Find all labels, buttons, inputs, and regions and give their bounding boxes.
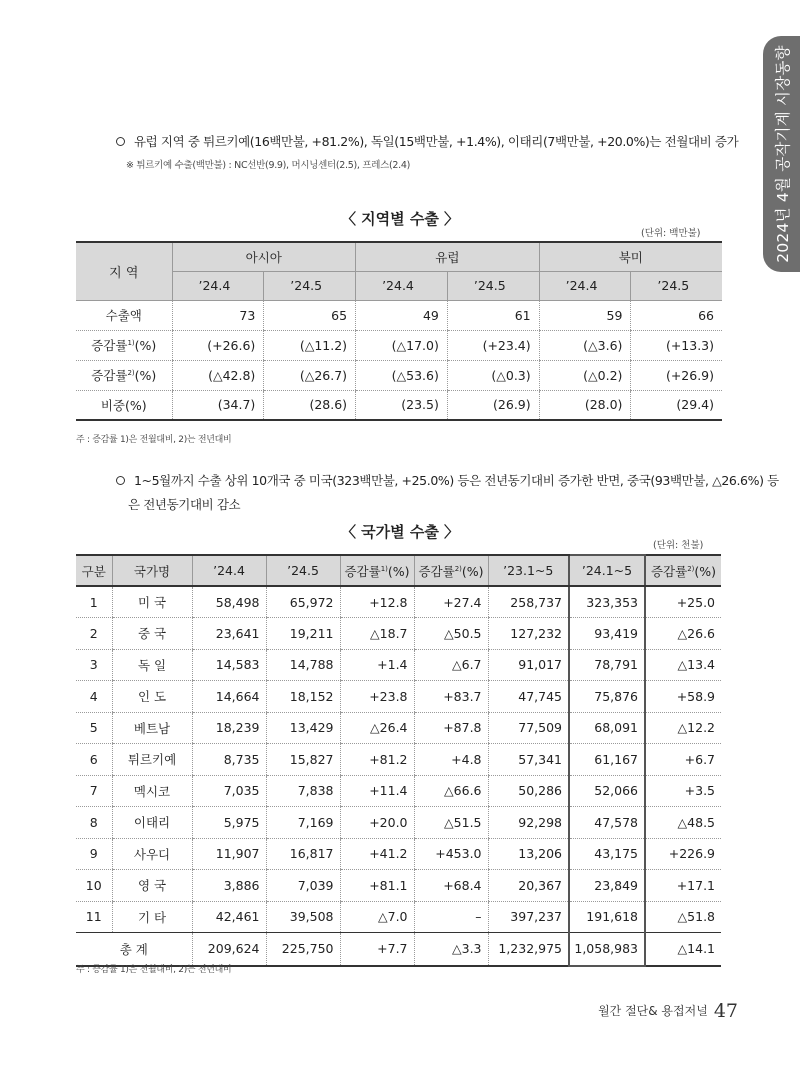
table2-cell: 15,827 [266, 744, 340, 776]
table2-cell: △14.1 [645, 933, 721, 966]
table1-cell: (+26.6) [172, 330, 264, 360]
circle-bullet-icon [116, 476, 125, 485]
table2-cell: +20.0 [340, 807, 414, 839]
table2-cell: 397,237 [488, 901, 569, 933]
table2-cell: △18.7 [340, 618, 414, 650]
row-number: 2 [76, 618, 112, 650]
table1-header-row [76, 242, 722, 271]
table1-row-label: 비중(%) [100, 397, 147, 413]
table2-cell: +12.8 [340, 586, 414, 618]
table2-cell: +453.0 [414, 838, 488, 870]
row-number: 10 [76, 870, 112, 902]
table2-header-cell: 국가명 [112, 555, 192, 586]
table1-region-header: 지 역 [76, 242, 172, 300]
table2-cell: 13,206 [488, 838, 569, 870]
table2-cell: 78,791 [569, 649, 645, 681]
table1-group-header: 북미 [539, 242, 722, 271]
country-name: 미 국 [112, 586, 192, 618]
table2-cell: △6.7 [414, 649, 488, 681]
table2-body [76, 586, 721, 933]
table1-row-label: 증감률$^{1)}$(%) [76, 330, 172, 360]
table1-cell: (△26.7) [264, 360, 356, 390]
table-row [76, 712, 721, 744]
table2-cell: +11.4 [340, 775, 414, 807]
table1-cell: (△17.0) [356, 330, 448, 360]
table2-cell: 14,583 [192, 649, 266, 681]
table-row [76, 775, 721, 807]
table1-period-row [76, 271, 722, 300]
table2-cell: △3.3 [414, 933, 488, 966]
table2-cell: 68,091 [569, 712, 645, 744]
table2-footnote: 주 : 증감률 1)은 전월대비, 2)는 전년대비 [76, 965, 232, 975]
table2-cell: 42,461 [192, 901, 266, 933]
circle-bullet-icon [116, 137, 125, 146]
section-side-tab-label: 2024년 4월 공작기계 시장동향 [773, 45, 792, 263]
table2-cell: 13,429 [266, 712, 340, 744]
table1-group-header: 아시아 [172, 242, 356, 271]
page-number: 47 [713, 1000, 738, 1022]
table2-header-cell: 증감률$^{2)}$(%) [645, 555, 721, 586]
table-row [76, 649, 721, 681]
table1-cell: (28.0) [539, 390, 631, 420]
table2-caption: 〈 국가별 수출 〉 [340, 523, 460, 541]
table2-header-cell-highlighted: ’24.1~5 [569, 555, 645, 586]
table2-cell: 58,498 [192, 586, 266, 618]
table-row [76, 586, 721, 618]
table-row [76, 360, 722, 390]
table2-cell: 7,035 [192, 775, 266, 807]
table2-cell: +81.1 [340, 870, 414, 902]
table2-cell: +4.8 [414, 744, 488, 776]
table1-cell: (△0.2) [539, 360, 631, 390]
table2-cell: 1,058,983 [569, 933, 645, 966]
table2-cell: 225,750 [266, 933, 340, 966]
table-row [76, 300, 722, 330]
table1-period-header: ’24.5 [264, 271, 356, 300]
table1-unit: (단위: 백만불) [641, 228, 701, 239]
table1-period-header: ’24.4 [539, 271, 631, 300]
table2-cell: 191,618 [569, 901, 645, 933]
row-number: 3 [76, 649, 112, 681]
table1-cell: (△42.8) [172, 360, 264, 390]
table2-cell: △13.4 [645, 649, 721, 681]
table1-row-label: 수출액 [76, 300, 172, 330]
country-name: 인 도 [112, 681, 192, 713]
table1-cell: (△11.2) [264, 330, 356, 360]
table2-cell: +25.0 [645, 586, 721, 618]
table2-cell: 14,788 [266, 649, 340, 681]
table1-footnote: 주 : 증감률 1)은 전월대비, 2)는 전년대비 [76, 435, 232, 445]
table2-header-cell: 구분 [76, 555, 112, 586]
table1-cell: 65 [264, 300, 356, 330]
table2-cell: +17.1 [645, 870, 721, 902]
table1-cell: (+23.4) [447, 330, 539, 360]
country-name: 독 일 [112, 649, 192, 681]
bullet-europe-note: ※ 튀르키예 수출(백만불) : NC선반(9.9), 머시닝센터(2.5), 프레스(2.4) [126, 160, 410, 171]
table2-cell: 1,232,975 [488, 933, 569, 966]
country-name: 기 타 [112, 901, 192, 933]
bullet-top10-line1: 1~5월까지 수출 상위 10개국 중 미국(323백만불, +25.0%) 등은 전년동기대비 증가한 반면, 중국(93백만불, △26.6%) 등 [134, 473, 779, 488]
magazine-name: 월간 절단& 용접저널 [598, 1004, 708, 1018]
table1-caption: 〈 지역별 수출 〉 [340, 210, 460, 228]
bullet-europe [116, 132, 738, 150]
country-name: 이태리 [112, 807, 192, 839]
table2-cell: 8,735 [192, 744, 266, 776]
table1-cell: (23.5) [356, 390, 448, 420]
table2-cell: △50.5 [414, 618, 488, 650]
table2-cell: 92,298 [488, 807, 569, 839]
table2-cell: 11,907 [192, 838, 266, 870]
table2-cell: 47,578 [569, 807, 645, 839]
table2-cell: 39,508 [266, 901, 340, 933]
table2-cell: 52,066 [569, 775, 645, 807]
table2-cell: 57,341 [488, 744, 569, 776]
table1-cell: 61 [447, 300, 539, 330]
table2-header-cell: ’24.5 [266, 555, 340, 586]
table-row [76, 681, 721, 713]
bullet-top10 [116, 471, 779, 489]
row-number: 11 [76, 901, 112, 933]
table2-header-row [76, 555, 721, 586]
table2-cell: +23.8 [340, 681, 414, 713]
table2-cell: 18,152 [266, 681, 340, 713]
table2-cell: +83.7 [414, 681, 488, 713]
table2-cell: △51.5 [414, 807, 488, 839]
table2-cell: 16,817 [266, 838, 340, 870]
table1-cell: 49 [356, 300, 448, 330]
table2-header-cell: 증감률$^{1)}$(%) [340, 555, 414, 586]
table1-cell: 73 [172, 300, 264, 330]
table2-total-label: 총 계 [76, 933, 192, 966]
table2-cell: 65,972 [266, 586, 340, 618]
table2-cell: 5,975 [192, 807, 266, 839]
table2-cell: △66.6 [414, 775, 488, 807]
table2-unit: (단위: 천불) [653, 540, 704, 551]
table2-cell: 209,624 [192, 933, 266, 966]
country-export-table [76, 554, 721, 967]
table2-cell: – [414, 901, 488, 933]
row-number: 1 [76, 586, 112, 618]
table2-cell: +1.4 [340, 649, 414, 681]
table2-cell: 75,876 [569, 681, 645, 713]
table-row [76, 838, 721, 870]
bullet-europe-text: 유럽 지역 중 튀르키예(16백만불, +81.2%), 독일(15백만불, +1.4%), 이태리(7백만불, +20.0%)는 전월대비 증가 [134, 134, 739, 149]
table2-cell: 23,849 [569, 870, 645, 902]
country-name: 중 국 [112, 618, 192, 650]
table2-cell: 3,886 [192, 870, 266, 902]
table1-period-header: ’24.5 [447, 271, 539, 300]
table2-cell: 7,039 [266, 870, 340, 902]
table2-cell: +3.5 [645, 775, 721, 807]
table2-cell: +68.4 [414, 870, 488, 902]
country-name: 멕시코 [112, 775, 192, 807]
table2-cell: 91,017 [488, 649, 569, 681]
table2-header-cell: ’23.1~5 [488, 555, 569, 586]
bullet-top10-line2: 은 전년동기대비 감소 [128, 497, 241, 512]
table1-period-header: ’24.5 [631, 271, 722, 300]
table2-cell: 93,419 [569, 618, 645, 650]
table-row [76, 618, 721, 650]
table-row [76, 870, 721, 902]
table-row [76, 807, 721, 839]
table2-cell: +7.7 [340, 933, 414, 966]
table2-cell: 7,169 [266, 807, 340, 839]
table-row [76, 330, 722, 360]
table2-cell: +226.9 [645, 838, 721, 870]
section-side-tab [763, 36, 800, 272]
table2-cell: 23,641 [192, 618, 266, 650]
table2-cell: +81.2 [340, 744, 414, 776]
table2-cell: +6.7 [645, 744, 721, 776]
row-number: 8 [76, 807, 112, 839]
table2-cell: 127,232 [488, 618, 569, 650]
table2-cell: △12.2 [645, 712, 721, 744]
table2-cell: 50,286 [488, 775, 569, 807]
table2-cell: 19,211 [266, 618, 340, 650]
table1-cell: (26.9) [447, 390, 539, 420]
table2-cell: +87.8 [414, 712, 488, 744]
table1-cell: (△53.6) [356, 360, 448, 390]
table1-cell: (+26.9) [631, 360, 722, 390]
table1-cell: (34.7) [172, 390, 264, 420]
table2-cell: 258,737 [488, 586, 569, 618]
table1-period-header: ’24.4 [172, 271, 264, 300]
table1-group-header: 유럽 [356, 242, 540, 271]
table2-cell: +58.9 [645, 681, 721, 713]
row-number: 6 [76, 744, 112, 776]
table1-cell: (28.6) [264, 390, 356, 420]
table2-cell: 323,353 [569, 586, 645, 618]
table1-period-header: ’24.4 [356, 271, 448, 300]
regional-export-table [76, 241, 722, 421]
table2-cell: 43,175 [569, 838, 645, 870]
table2-cell: 20,367 [488, 870, 569, 902]
table2-cell: 14,664 [192, 681, 266, 713]
table2-cell: △51.8 [645, 901, 721, 933]
page-footer [598, 1000, 738, 1022]
table2-cell: +41.2 [340, 838, 414, 870]
country-name: 영 국 [112, 870, 192, 902]
table2-cell: 61,167 [569, 744, 645, 776]
table2-total-row [76, 933, 721, 966]
table1-cell: (△0.3) [447, 360, 539, 390]
table1-cell: 66 [631, 300, 722, 330]
row-number: 5 [76, 712, 112, 744]
country-name: 튀르키예 [112, 744, 192, 776]
table2-cell: 7,838 [266, 775, 340, 807]
table1-row-label: 증감률$^{2)}$(%) [76, 360, 172, 390]
table2-cell: +27.4 [414, 586, 488, 618]
table2-header-cell: 증감률$^{2)}$(%) [414, 555, 488, 586]
row-number: 9 [76, 838, 112, 870]
country-name: 사우디 [112, 838, 192, 870]
table2-cell: △26.6 [645, 618, 721, 650]
table1-cell: (29.4) [631, 390, 722, 420]
table1-cell: (+13.3) [631, 330, 722, 360]
table2-cell: 18,239 [192, 712, 266, 744]
table2-header-cell: ’24.4 [192, 555, 266, 586]
table2-cell: △26.4 [340, 712, 414, 744]
table-row [76, 390, 722, 420]
table2-cell: △48.5 [645, 807, 721, 839]
table2-cell: 47,745 [488, 681, 569, 713]
table-row [76, 744, 721, 776]
table2-cell: △7.0 [340, 901, 414, 933]
table1-cell: 59 [539, 300, 631, 330]
country-name: 베트남 [112, 712, 192, 744]
table1-cell: (△3.6) [539, 330, 631, 360]
table2-cell: 77,509 [488, 712, 569, 744]
row-number: 7 [76, 775, 112, 807]
table-row [76, 901, 721, 933]
row-number: 4 [76, 681, 112, 713]
